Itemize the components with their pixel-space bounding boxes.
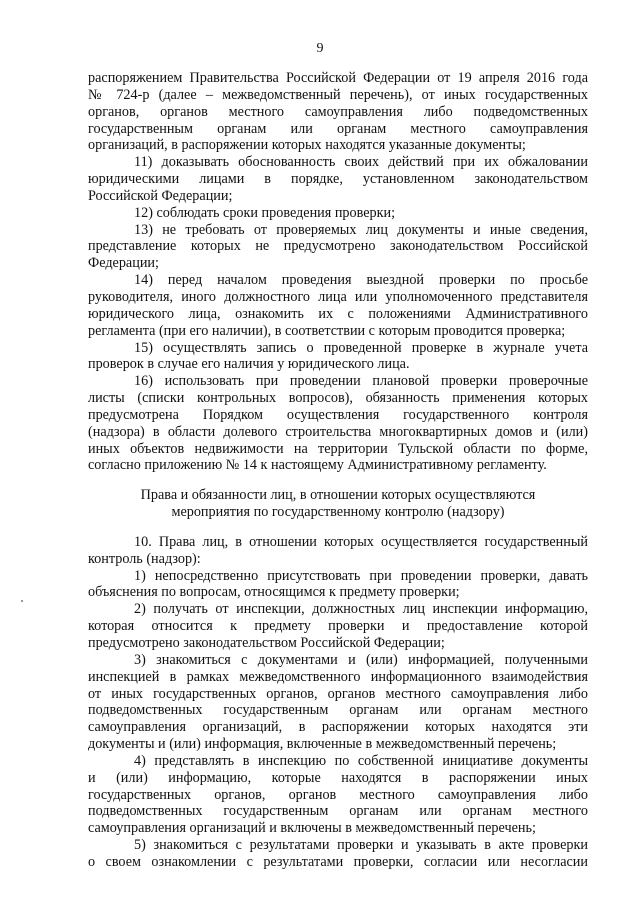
text-line: 14) перед началом проведения выездной проверки по просьбе bbox=[134, 272, 588, 289]
text-line: организаций, в распоряжении которых находятся указанные документы; bbox=[88, 137, 526, 154]
text-line: Федерации; bbox=[88, 255, 159, 272]
text-line: и (или) информацию, которые находятся в распоряжении иных bbox=[88, 769, 588, 786]
document-body bbox=[88, 70, 588, 871]
text-line: 2) получать от инспекции, должностных лиц инспекции информацию, bbox=[134, 601, 588, 618]
text-line: 11) доказывать обоснованность своих действий при их обжаловании bbox=[134, 154, 588, 171]
text-line: 15) осуществлять запись о проведенной проверке в журнале учета bbox=[134, 339, 588, 356]
text-line: контроль (надзор): bbox=[88, 550, 201, 567]
text-line: органов, органов местного самоуправления либо подведомственных bbox=[88, 103, 588, 120]
text-line: которая относится к предмету проверки и предоставление которой bbox=[88, 618, 588, 635]
text-line: № 724-р (далее – межведомственный перечень), от иных государственных bbox=[88, 86, 588, 103]
text-line: Российской Федерации; bbox=[88, 187, 233, 204]
text-line: (надзора) в области долевого строительства многоквартирных домов и (или) bbox=[88, 423, 588, 440]
text-line: подведомственных государственным органам или органам местного bbox=[88, 803, 588, 820]
text-line: 12) соблюдать сроки проведения проверки; bbox=[134, 204, 396, 221]
text-line: иных объектов недвижимости на территории Тульской области по форме, bbox=[88, 440, 588, 457]
text-line: инспекцией в рамках межведомственного информационного взаимодействия bbox=[88, 668, 588, 685]
text-line: проверок в случае его наличия у юридического лица. bbox=[88, 356, 410, 373]
page-number: 9 bbox=[316, 41, 324, 56]
text-line: распоряжением Правительства Российской Федерации от 19 апреля 2016 года bbox=[88, 70, 588, 86]
text-line: 10. Права лиц, в отношении которых осуществляется государственный bbox=[134, 533, 588, 550]
text-line: 4) представлять в инспекцию по собственной инициативе документы bbox=[134, 752, 588, 769]
text-line: предусмотрена Порядком осуществления государственного контроля bbox=[88, 406, 588, 423]
text-line: 16) использовать при проведении плановой проверки проверочные bbox=[134, 373, 588, 390]
text-line: юридическими лицами в порядке, установленном законодательством bbox=[88, 171, 588, 188]
text-line: руководителя, иного должностного лица или уполномоченного представителя bbox=[88, 288, 588, 305]
text-line: 3) знакомиться с документами и (или) информацией, полученными bbox=[134, 651, 588, 668]
text-line: государственным органам или органам местного самоуправления bbox=[88, 120, 588, 137]
text-line: 1) непосредственно присутствовать при проведении проверки, давать bbox=[134, 567, 588, 584]
text-line: объяснения по вопросам, относящимся к предмету проверки; bbox=[88, 584, 460, 601]
text-line: согласно приложению № 14 к настоящему Административному регламенту. bbox=[88, 457, 547, 474]
text-line: самоуправления организаций и включены в межведомственный перечень; bbox=[88, 820, 536, 837]
text-line: документы и (или) информация, включенные в межведомственный перечень; bbox=[88, 736, 557, 753]
text-line: листы (списки контрольных вопросов), обязанность применения которых bbox=[88, 390, 588, 407]
text-line: представление которых не предусмотрено законодательством Российской bbox=[88, 238, 588, 255]
text-line: о своем ознакомлении с результатами проверки, согласии или несогласии bbox=[88, 853, 588, 870]
spacer bbox=[88, 474, 588, 487]
text-line: 13) не требовать от проверяемых лиц документы и иные сведения, bbox=[134, 221, 588, 238]
text-line: юридического лица, ознакомить их с положениями Административного bbox=[88, 305, 588, 322]
text-line: 5) знакомиться с результатами проверки и указывать в акте проверки bbox=[134, 837, 588, 854]
text-line: от иных государственных органов, органов местного самоуправления либо bbox=[88, 685, 588, 702]
text-line: регламента (при его наличии), в соответствии с которым проводится проверка; bbox=[88, 322, 566, 339]
spacer bbox=[88, 521, 588, 534]
section-heading: Права и обязанности лиц, в отношении которых осуществляются bbox=[140, 487, 536, 504]
text-line: самоуправления организаций, в распоряжении которых находятся эти bbox=[88, 719, 588, 736]
text-line: государственных органов, органов местного самоуправления либо bbox=[88, 786, 588, 803]
section-heading: мероприятия по государственному контролю (надзору) bbox=[171, 504, 505, 521]
text-line: подведомственных государственным органам или органам местного bbox=[88, 702, 588, 719]
text-line: предусмотрено законодательством Российской Федерации; bbox=[88, 635, 445, 651]
scan-speck bbox=[21, 600, 23, 602]
